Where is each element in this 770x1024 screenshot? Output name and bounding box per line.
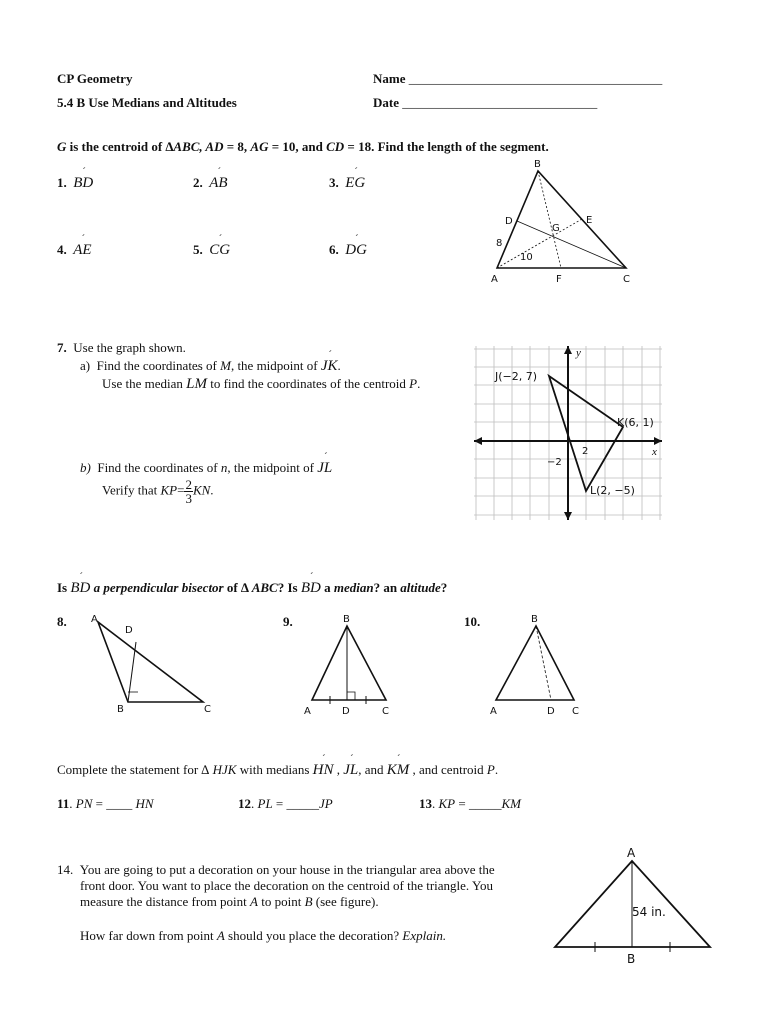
label-10: 10 (520, 252, 533, 263)
problem-3: 3. ´ EG (329, 175, 365, 192)
fig9-label-c: C (382, 706, 389, 717)
problem-1: 1. ´ BD (57, 175, 93, 192)
label-c: C (623, 274, 630, 285)
problem-4: 4. ´ AE (57, 242, 92, 259)
problem-6: 6. ´ DG (329, 242, 367, 259)
date-label: Date (373, 95, 399, 110)
door-triangle-figure (550, 845, 715, 970)
fig8-label-a: A (91, 614, 98, 625)
label-8: 8 (496, 238, 503, 249)
figure-10-triangle (484, 612, 584, 717)
fig8-label-b: B (117, 704, 124, 715)
problem-14-line1: 14. You are going to put a decoration on your house in the triangular area above the (57, 862, 495, 877)
label-e: E (586, 215, 593, 226)
fig8-label-d: D (125, 625, 133, 636)
problem-14-line2: front door. You want to place the decoration on the centroid of the triangle. You (80, 878, 494, 893)
problem-12: 12. PL = _____JP (238, 796, 333, 811)
centroid-triangle-figure (480, 155, 650, 290)
fig10-label-b: B (531, 614, 538, 625)
label-d: D (505, 216, 513, 227)
fig14-label-b: B (627, 952, 636, 966)
fig10-label-d: D (547, 706, 555, 717)
fig14-distance: 54 in. (632, 905, 666, 919)
name-line: _______________________________________ (408, 71, 663, 86)
problem-7a-line1: a) Find the coordinates of M, the midpoint of ´ JK. (80, 358, 341, 375)
section3-prompt: Complete the statement for ∆ HJK with medians ´ HN , ´ JL, and ´ KM , and centroid P. (57, 762, 498, 779)
label-f: F (556, 274, 562, 285)
coordinate-graph (474, 346, 662, 520)
problem-7b-verify: Verify that KP= $\frac{2}{3}$ KN. (102, 477, 214, 506)
course-title: CP Geometry (57, 71, 133, 86)
point-k-label: K(6, 1) (617, 416, 654, 429)
section2-prompt: Is ´ BD a perpendicular bisector of ∆ ABC? Is ´ BD a median? an altitude? (57, 580, 447, 597)
problem-7-intro: 7. Use the graph shown. (57, 340, 186, 355)
figure-8-triangle (88, 612, 218, 717)
problem-7b-line1: b) Find the coordinates of n, the midpoint of ´ JL (80, 460, 332, 477)
lesson-title: 5.4 B Use Medians and Altitudes (57, 95, 237, 110)
tick-2-label: 2 (582, 446, 589, 457)
problem-8-num: 8. (57, 614, 67, 629)
label-b: B (534, 159, 541, 170)
fig9-label-a: A (304, 706, 311, 717)
y-axis-label: y (576, 347, 581, 359)
tick-neg2-label: −2 (547, 457, 562, 468)
label-g: G (552, 223, 560, 234)
fig9-label-d: D (342, 706, 350, 717)
fig9-label-b: B (343, 614, 350, 625)
problem-2: 2. ´ AB (193, 175, 228, 192)
fig10-label-a: A (490, 706, 497, 717)
problem-14-line3: measure the distance from point A to point B (see figure). (80, 894, 379, 909)
name-label: Name (373, 71, 406, 86)
figure-9-triangle (300, 612, 400, 717)
fig14-label-a: A (627, 846, 636, 860)
date-line: ______________________________ (402, 95, 598, 110)
point-l-label: L(2, −5) (590, 484, 635, 497)
date-field[interactable] (373, 95, 597, 111)
problem-7a-line2: Use the median ´ LM to find the coordinates of the centroid P. (102, 376, 420, 393)
problem-9-num: 9. (283, 614, 293, 629)
x-axis-label: x (652, 446, 657, 458)
problem-5: 5. ´ CG (193, 242, 230, 259)
fig8-label-c: C (204, 704, 211, 715)
point-j-label: J(−2, 7) (495, 370, 538, 383)
label-a: A (491, 274, 498, 285)
name-field[interactable] (373, 71, 662, 87)
problem-11: 11. PN = ____ HN (57, 796, 154, 811)
section1-prompt: G is the centroid of ∆ABC, AD = 8, AG = 10, and CD = 18. Find the length of the segment. (57, 139, 549, 154)
problem-10-num: 10. (464, 614, 481, 629)
problem-13: 13. KP = _____KM (419, 796, 521, 811)
fig10-label-c: C (572, 706, 579, 717)
problem-14-line4: How far down from point A should you place the decoration? Explain. (80, 928, 447, 943)
